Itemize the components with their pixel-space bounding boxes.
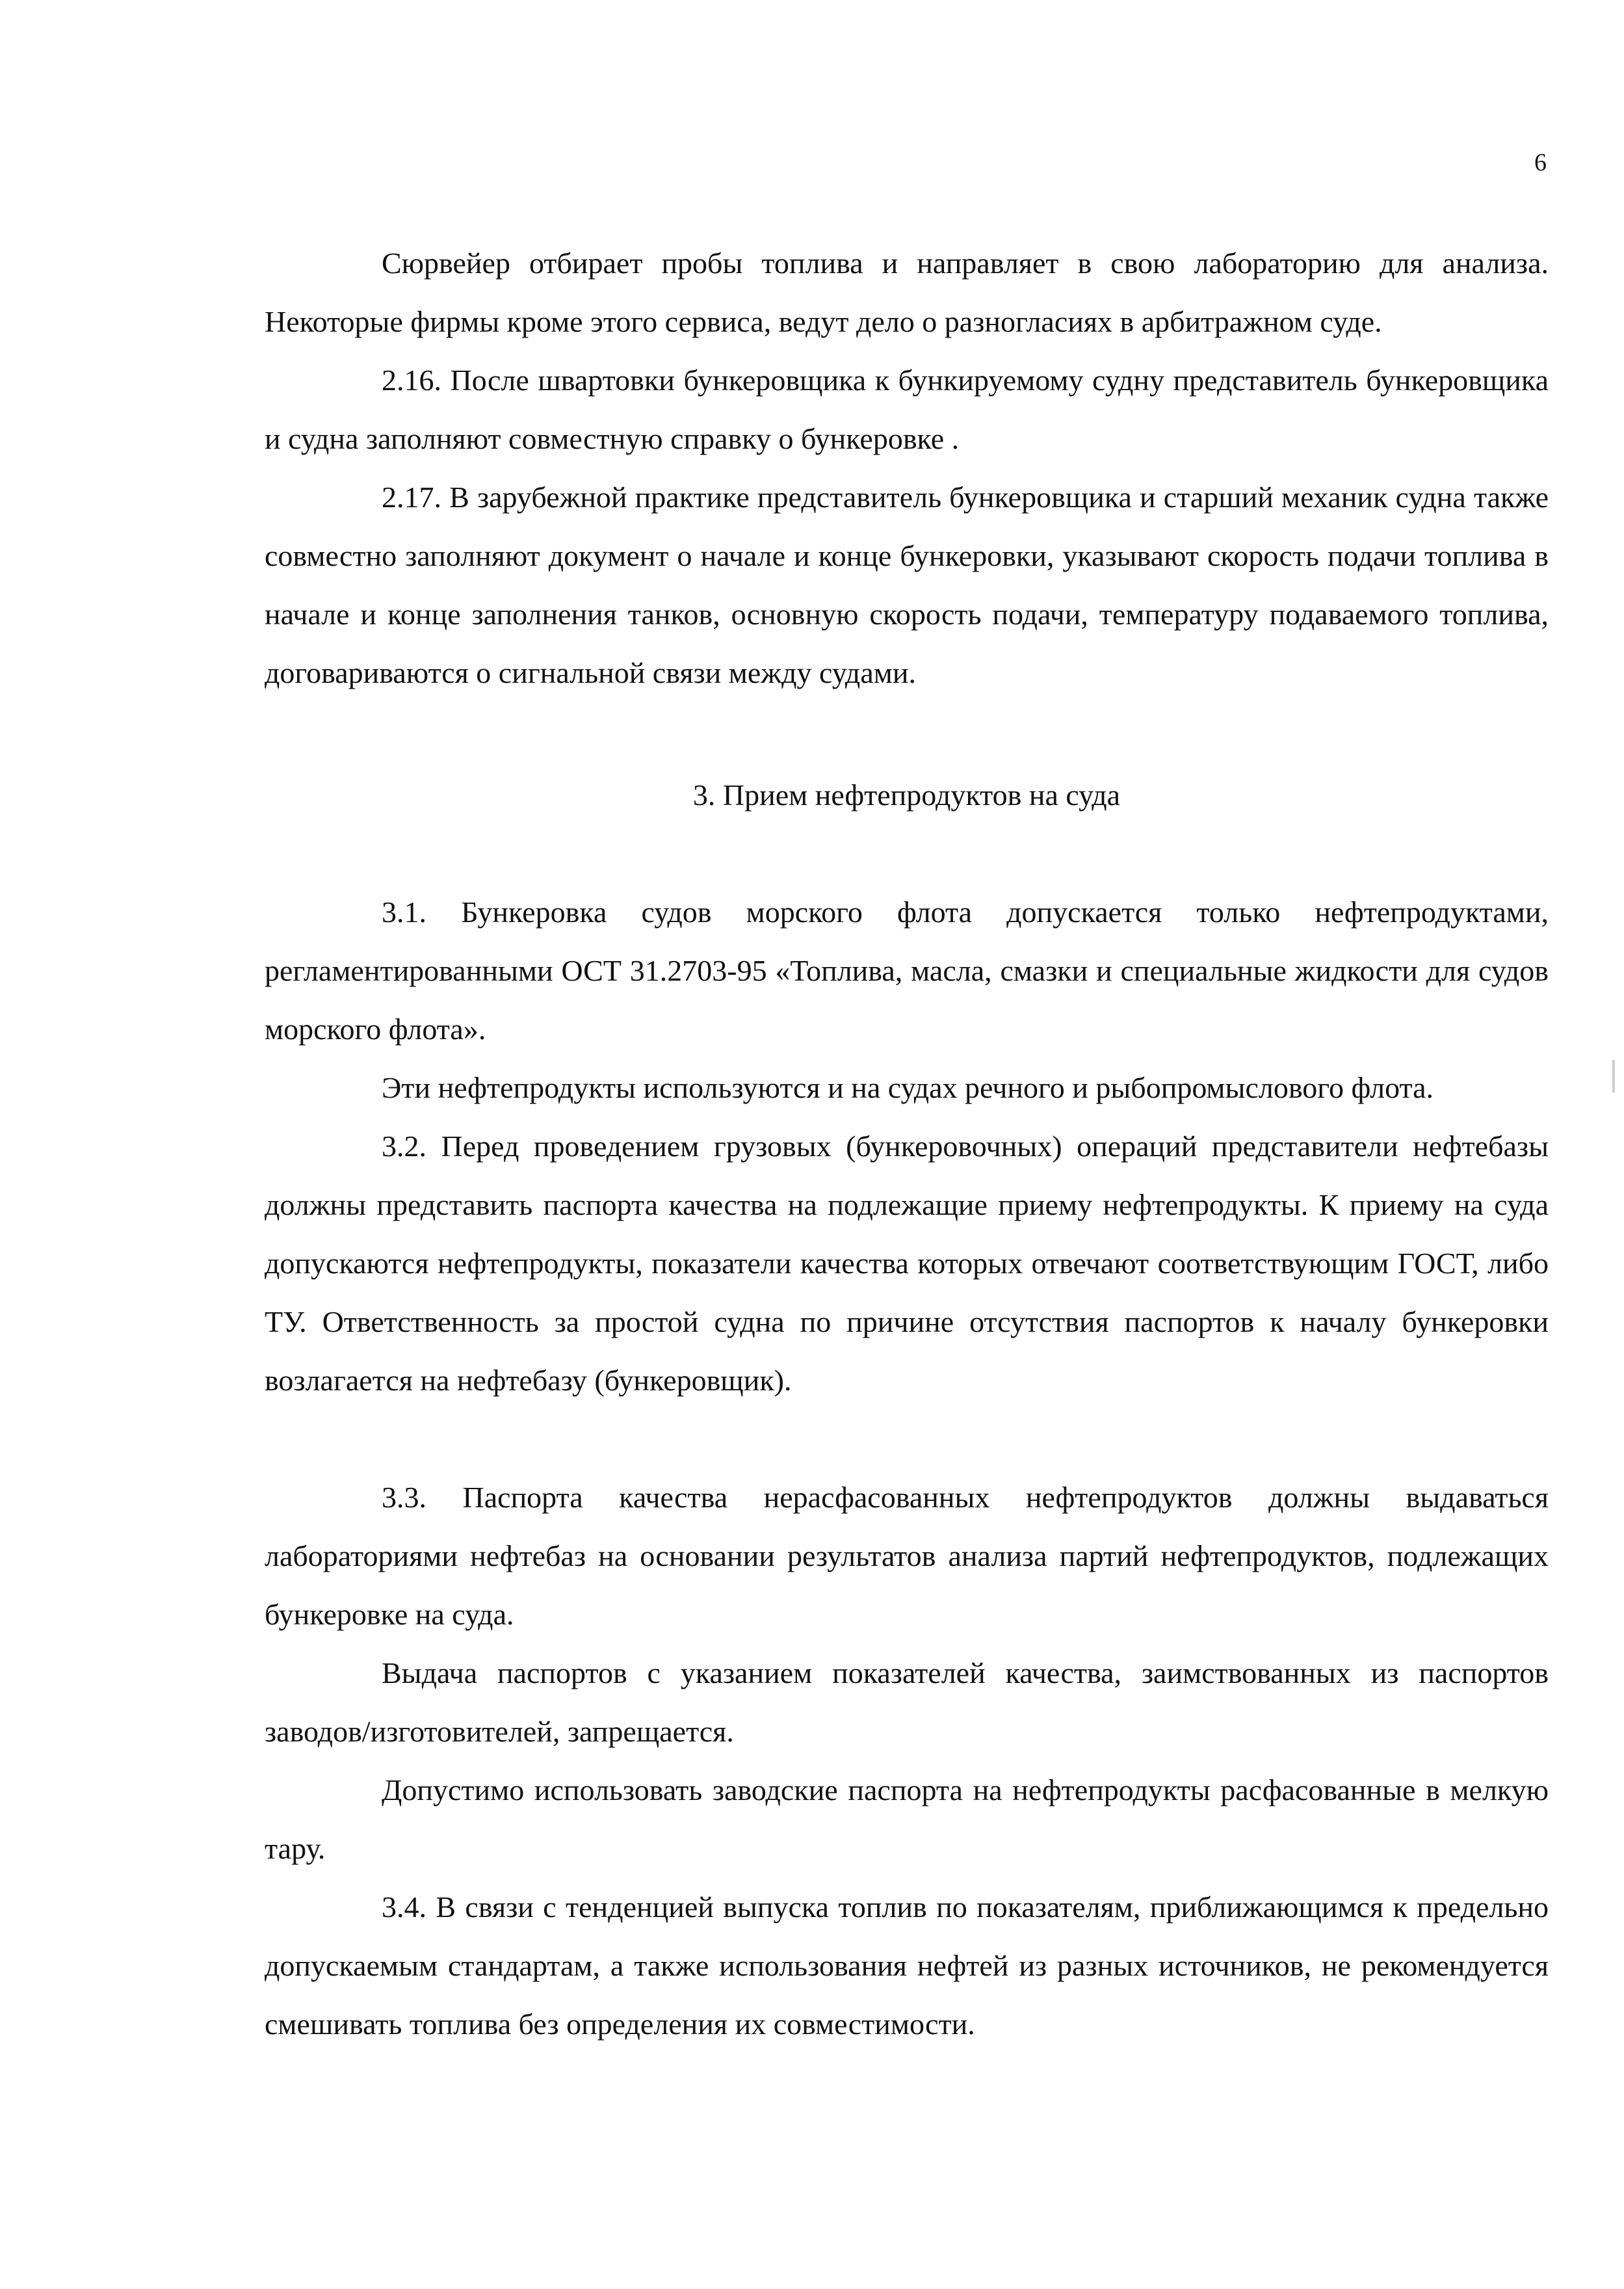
paragraph-passport-issue: Выдача паспортов с указанием показателей качества, заимствованных из паспортов заводов/изготовителей, запрещается. [265, 1656, 1549, 1748]
paragraph-flotilla: Эти нефтепродукты используются и на судах речного и рыбопромыслового флота. [382, 1071, 1434, 1104]
paragraph-3-1: 3.1. Бункеровка судов морского флота допускается только нефтепродуктами, регламентированными ОСТ 31.2703-95 «Топлива, масла, смазки и специальные жидкости для судов морского флота». [265, 895, 1549, 1046]
paragraph-2-16: 2.16. После швартовки бункеровщика к бункируемому судну представитель бункеровщика и судна заполняют совместную справку о бункеровке . [265, 364, 1549, 455]
paragraph-surveyor: Сюрвейер отбирает пробы топлива и направляет в свою лабораторию для анализа. Некоторые фирмы кроме этого сервиса, ведут дело о разногласиях в арбитражном суде. [265, 246, 1549, 338]
paragraph-factory-passports: Допустимо использовать заводские паспорта на нефтепродукты расфасованные в мелкую тару. [265, 1773, 1549, 1865]
paragraph-3-3: 3.3. Паспорта качества нерасфасованных нефтепродуктов должны выдаваться лабораториями нефтебаз на основании результатов анализа партий нефтепродуктов, подлежащих бункеровке на суда. [265, 1481, 1549, 1631]
section-heading: 3. Прием нефтепродуктов на суда [692, 778, 1121, 812]
scan-margin-mark [1612, 1060, 1615, 1092]
paragraph-3-4: 3.4. В связи с тенденцией выпуска топлив по показателям, приближающимся к предельно допускаемым стандартам, а также использования нефтей из разных источников, не рекомендуется смешивать топлива без определения их совместимости. [265, 1890, 1549, 2041]
page-number: 6 [1534, 149, 1547, 176]
paragraph-2-17: 2.17. В зарубежной практике представитель бункеровщика и старший механик судна также совместно заполняют документ о начале и конце бункеровки, указывают скорость подачи топлива в начале и конце заполнения танков, основную скорость подачи, температуру подаваемого топлива, договариваются о сигнальной связи между судами. [265, 481, 1549, 689]
paragraph-3-2: 3.2. Перед проведением грузовых (бункеровочных) операций представители нефтебазы должны представить паспорта качества на подлежащие приему нефтепродукты. К приему на суда допускаются нефтепродукты, показатели качества которых отвечают соответствующим ГОСТ, либо ТУ. Ответственность за простой судна по причине отсутствия паспортов к началу бункеровки возлагается на нефтебазу (бункеровщик). [265, 1130, 1549, 1397]
